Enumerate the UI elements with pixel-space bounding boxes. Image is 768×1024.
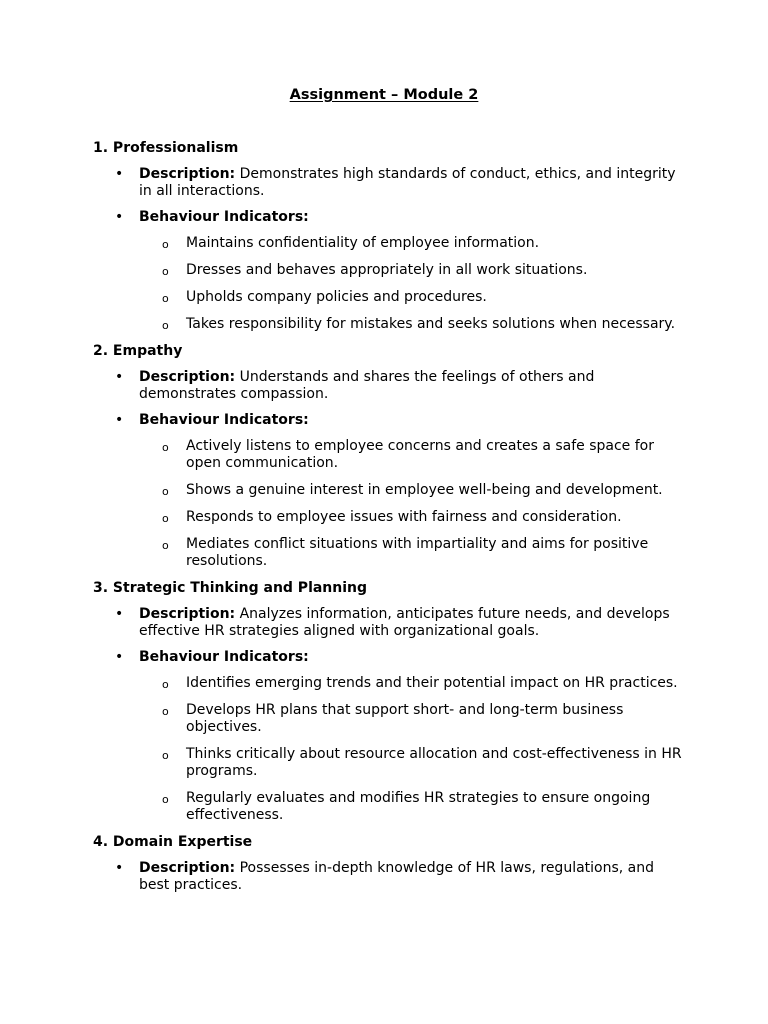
bullet-icon: • [115,412,124,428]
section-strategic-thinking [93,580,683,824]
indicator-item [93,438,683,472]
indicator-text: Develops HR plans that support short- and long-term business objectives. [186,702,624,735]
description-item [93,860,683,894]
description-item [93,166,683,200]
circle-bullet-icon: o [162,319,169,332]
circle-bullet-icon: o [162,539,169,552]
description-item [93,606,683,640]
description-item [93,369,683,403]
description-text: Possesses in-depth knowledge of HR laws, regulations, and best practices. [139,860,655,893]
indicator-text: Maintains confidentiality of employee information. [186,235,540,251]
circle-bullet-icon: o [162,265,169,278]
description-text: Understands and shares the feelings of others and demonstrates compassion. [139,369,595,402]
description-label: Description: [139,369,236,385]
circle-bullet-icon: o [162,485,169,498]
indicator-text: Actively listens to employee concerns and creates a safe space for open communication. [186,438,654,471]
circle-bullet-icon: o [162,705,169,718]
bullet-icon: • [115,369,124,385]
indicator-item [93,509,683,526]
indicator-item [93,536,683,570]
document-body [93,140,683,903]
bullet-icon: • [115,860,124,876]
bullet-icon: • [115,649,124,665]
indicators-item [93,649,683,666]
indicator-item [93,702,683,736]
indicator-item [93,289,683,306]
circle-bullet-icon: o [162,793,169,806]
indicator-text: Responds to employee issues with fairness and consideration. [186,509,622,525]
section-empathy [93,343,683,570]
section-heading: 3. Strategic Thinking and Planning [93,580,368,596]
page-title: Assignment – Module 2 [289,87,479,103]
indicators-item [93,209,683,226]
circle-bullet-icon: o [162,292,169,305]
description-label: Description: [139,860,236,876]
indicator-text: Identifies emerging trends and their potential impact on HR practices. [186,675,678,691]
indicator-text: Thinks critically about resource allocation and cost-effectiveness in HR programs. [186,746,682,779]
indicators-label: Behaviour Indicators: [139,209,309,225]
indicator-item [93,262,683,279]
indicator-item [93,790,683,824]
indicator-item [93,482,683,499]
indicator-item [93,235,683,252]
indicator-text: Dresses and behaves appropriately in all work situations. [186,262,588,278]
indicator-item [93,675,683,692]
indicator-text: Takes responsibility for mistakes and seeks solutions when necessary. [186,316,676,332]
section-heading: 4. Domain Expertise [93,834,253,850]
circle-bullet-icon: o [162,678,169,691]
circle-bullet-icon: o [162,749,169,762]
section-heading: 2. Empathy [93,343,183,359]
circle-bullet-icon: o [162,238,169,251]
bullet-icon: • [115,209,124,225]
description-label: Description: [139,166,236,182]
indicator-item [93,746,683,780]
description-text: Analyzes information, anticipates future needs, and develops effective HR strategies aligned with organizational goals. [139,606,670,639]
indicator-text: Regularly evaluates and modifies HR strategies to ensure ongoing effectiveness. [186,790,651,823]
indicator-text: Upholds company policies and procedures. [186,289,487,305]
circle-bullet-icon: o [162,441,169,454]
indicator-text: Shows a genuine interest in employee well-being and development. [186,482,663,498]
description-text: Demonstrates high standards of conduct, ethics, and integrity in all interactions. [139,166,676,199]
indicator-item [93,316,683,333]
indicators-label: Behaviour Indicators: [139,412,309,428]
bullet-icon: • [115,606,124,622]
indicators-item [93,412,683,429]
section-professionalism [93,140,683,333]
section-domain-expertise [93,834,683,894]
circle-bullet-icon: o [162,512,169,525]
indicators-label: Behaviour Indicators: [139,649,309,665]
indicator-text: Mediates conflict situations with impartiality and aims for positive resolutions. [186,536,649,569]
section-heading: 1. Professionalism [93,140,239,156]
bullet-icon: • [115,166,124,182]
description-label: Description: [139,606,236,622]
